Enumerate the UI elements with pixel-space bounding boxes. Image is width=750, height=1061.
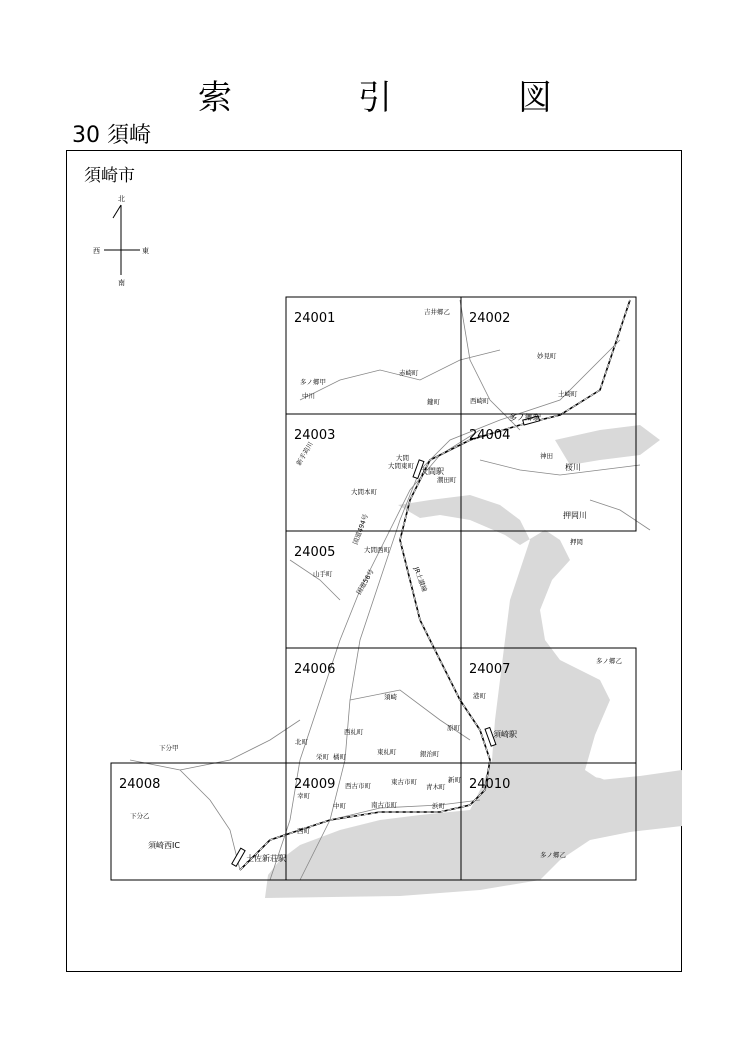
label-nishizaki-cho: 西崎町 bbox=[470, 397, 490, 405]
label-tanogo-otsu-1: 多ノ郷乙 bbox=[596, 657, 622, 665]
label-jr-dosan: JR土讃線 bbox=[412, 565, 429, 594]
label-saiwai-cho: 幸町 bbox=[297, 792, 310, 800]
label-susaki: 須崎 bbox=[384, 693, 397, 701]
label-akazaki-cho: 赤崎町 bbox=[399, 369, 419, 377]
cell-id-24006: 24006 bbox=[294, 662, 336, 677]
cell-id-24009: 24009 bbox=[294, 777, 336, 792]
label-nishikoshi-cho: 西古市町 bbox=[345, 782, 371, 790]
label-kita-machi: 北町 bbox=[295, 738, 308, 746]
label-minamikoshi-cho: 南古市町 bbox=[371, 801, 397, 809]
compass-south: 南 bbox=[118, 279, 125, 287]
label-yoshii-gou-otsu: 吉井郷乙 bbox=[424, 308, 450, 316]
label-omanishi-cho: 大間西町 bbox=[364, 546, 390, 554]
label-shinte-gawa: 新手苅川 bbox=[294, 440, 315, 467]
label-tachibana-cho: 鍵町 bbox=[427, 398, 440, 406]
label-naka-gawa: 中川 bbox=[302, 392, 315, 400]
label-nishi-machi: 西町 bbox=[297, 827, 310, 835]
label-tanogo-otsu-2: 多ノ郷乙 bbox=[540, 851, 566, 859]
label-road-56: 国道56号 bbox=[354, 567, 376, 596]
label-hama-machi: 浜町 bbox=[432, 802, 445, 810]
label-tanogo-station: 多ノ郷駅 bbox=[509, 413, 541, 422]
compass-east: 東 bbox=[142, 247, 149, 255]
label-yamate-cho: 山手町 bbox=[313, 570, 333, 578]
cell-id-24002: 24002 bbox=[469, 311, 511, 326]
label-oshioka: 押岡 bbox=[570, 538, 583, 546]
label-shiomi-cho: 潮田町 bbox=[437, 476, 457, 484]
cell-id-24005: 24005 bbox=[294, 545, 336, 560]
label-tosa-shinjo-station: 土佐新荘駅 bbox=[246, 854, 286, 863]
label-nishifuda-cho: 西糺町 bbox=[344, 728, 364, 736]
label-higashifuda-cho: 東糺町 bbox=[377, 748, 397, 756]
map-subtitle: 30 須崎 bbox=[72, 123, 151, 148]
label-shinden: 神田 bbox=[540, 452, 553, 460]
label-road-494: 国道494号 bbox=[351, 512, 370, 546]
label-omamoto-cho: 大間本町 bbox=[351, 488, 377, 496]
label-tachibana-cho2: 橘町 bbox=[333, 753, 346, 761]
label-sakura-gawa: 桜川 bbox=[565, 463, 581, 472]
label-susaki-nishi-ic: 須崎西IC bbox=[148, 841, 180, 850]
label-omahigashi-cho: 大間東町 bbox=[388, 462, 414, 470]
label-tanoshigo-ko: 多ノ郷甲 bbox=[300, 378, 326, 386]
compass-rose bbox=[93, 194, 149, 287]
compass-west: 西 bbox=[93, 247, 100, 255]
label-higashikoshi-cho: 東古市町 bbox=[391, 778, 417, 786]
label-myoken-cho: 妙見町 bbox=[537, 352, 557, 360]
cell-id-24010: 24010 bbox=[469, 777, 511, 792]
cell-id-24001: 24001 bbox=[294, 311, 336, 326]
cell-id-24007: 24007 bbox=[469, 662, 511, 677]
label-dozaki-cho: 土崎町 bbox=[558, 390, 578, 398]
compass-north: 北 bbox=[118, 195, 125, 203]
label-shimobun-ko: 下分甲 bbox=[159, 744, 179, 752]
label-susaki-station: 須崎駅 bbox=[493, 730, 517, 739]
label-sakae-cho: 栄町 bbox=[316, 753, 329, 761]
label-shimobun-otsu: 下分乙 bbox=[130, 812, 150, 820]
label-shin-machi: 新町 bbox=[448, 776, 461, 784]
label-aoki-cho: 青木町 bbox=[426, 783, 446, 791]
label-minato-cho: 港町 bbox=[473, 692, 486, 700]
city-name: 須崎市 bbox=[84, 166, 135, 186]
label-hara-cho: 原町 bbox=[447, 724, 460, 732]
cell-id-24004: 24004 bbox=[469, 428, 511, 443]
label-ginza-cho: 銀治町 bbox=[420, 750, 440, 758]
north-arrow-icon bbox=[113, 205, 121, 218]
label-naka-machi: 中町 bbox=[333, 802, 346, 810]
label-oshioka-gawa: 押岡川 bbox=[563, 511, 587, 520]
label-omagawa: 大間 bbox=[396, 454, 409, 462]
page-title: 索 引 図 bbox=[198, 78, 598, 118]
bay-water-2 bbox=[555, 425, 660, 465]
cell-id-24008: 24008 bbox=[119, 777, 161, 792]
label-oma-station: 大間駅 bbox=[420, 467, 444, 476]
cell-id-24003: 24003 bbox=[294, 428, 336, 443]
